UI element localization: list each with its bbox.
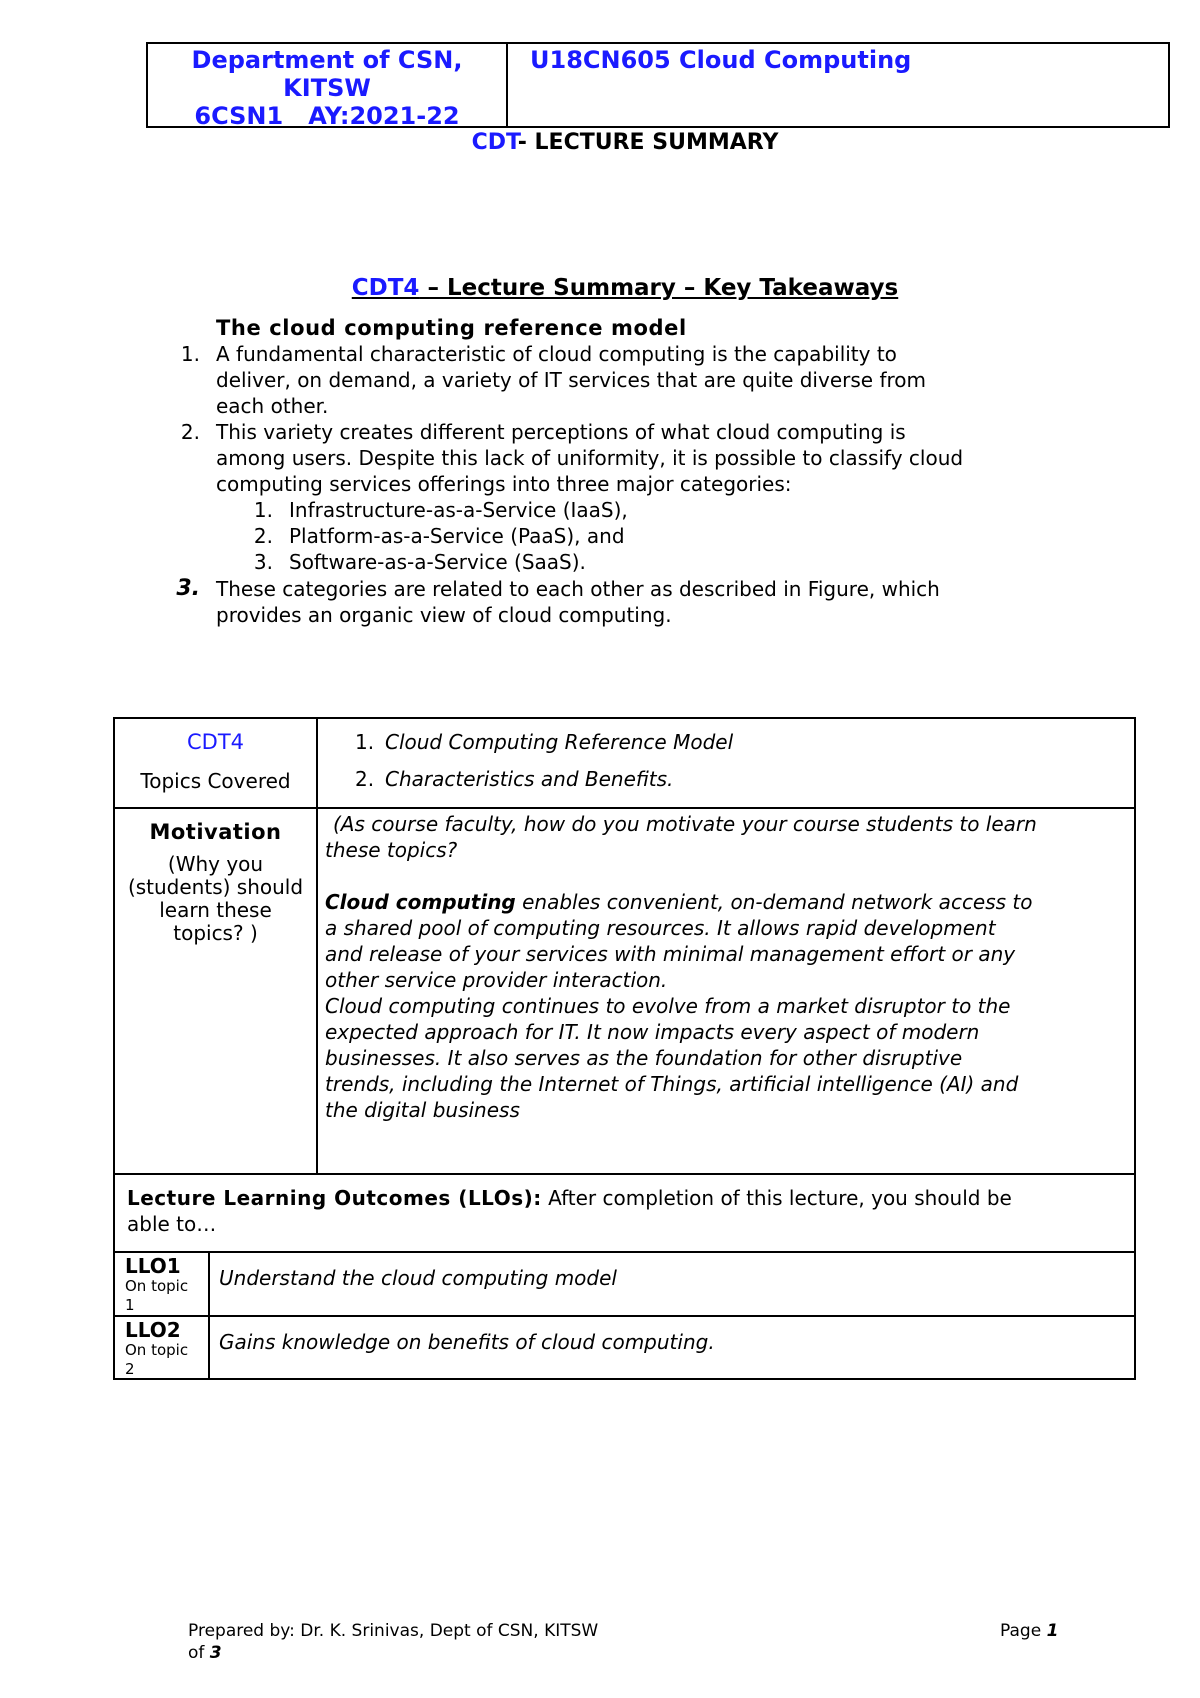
motivation-body-line: a shared pool of computing resources. It allows rapid development	[325, 916, 996, 940]
table-divider	[208, 1251, 210, 1380]
motivation-body-line: Cloud computing continues to evolve from a market disruptor to the	[325, 994, 1011, 1018]
document-title	[0, 130, 1200, 155]
motivation-body-text: enables convenient, on-demand network access to	[515, 890, 1033, 914]
table-divider	[115, 807, 1134, 809]
motivation-body-line	[325, 889, 1037, 915]
dept-line-1: Department of CSN,	[191, 46, 463, 74]
motivation-subtext	[115, 853, 316, 945]
course-cell	[508, 44, 1168, 126]
category-text: Software-as-a-Service (SaaS).	[289, 550, 586, 574]
prepared-by-label: Prepared by:	[188, 1621, 295, 1641]
list-text-line: These categories are related to each other as described in Figure, which	[216, 577, 940, 601]
list-text-line: provides an organic view of cloud computing.	[216, 603, 672, 627]
of-label: of	[188, 1643, 210, 1663]
motivation-label-cell	[115, 819, 316, 945]
table-divider	[115, 1315, 1134, 1317]
list-text-line: A fundamental characteristic of cloud computing is the capability to	[216, 342, 897, 366]
motivation-sub-line: (Why you	[167, 852, 264, 876]
department-cell	[148, 44, 508, 130]
list-number: 3.	[176, 576, 200, 601]
llo-topic-label: On topic	[125, 1277, 189, 1295]
list-number: 2.	[180, 420, 200, 444]
llo-text: Understand the cloud computing model	[219, 1266, 617, 1290]
page-footer	[188, 1620, 1068, 1664]
topic-text: Cloud Computing Reference Model	[385, 730, 734, 754]
summary-title-rest: – Lecture Summary – Key Takeaways	[419, 275, 899, 301]
table-divider	[115, 1173, 1134, 1175]
llo-topic-number: 2	[125, 1360, 135, 1378]
page-label: Page	[1000, 1621, 1047, 1641]
motivation-prompt-line: these topics?	[325, 838, 458, 862]
llo-topic-label: On topic	[125, 1341, 189, 1359]
motivation-sub-line: topics? )	[173, 921, 258, 945]
topic-item	[355, 729, 733, 755]
motivation-body-line: trends, including the Internet of Things, artificial intelligence (AI) and	[325, 1072, 1019, 1096]
list-number: 1.	[180, 342, 200, 366]
table-divider	[115, 1251, 1134, 1253]
motivation-body-line: businesses. It also serves as the foundation for other disruptive	[325, 1046, 963, 1070]
topics-covered-label: Topics Covered	[140, 769, 291, 793]
category-text: Platform-as-a-Service (PaaS), and	[289, 524, 625, 548]
list-text-line: computing services offerings into three major categories:	[216, 472, 792, 496]
page-total: 3	[209, 1643, 222, 1663]
cdt-code-cell	[115, 729, 316, 794]
topic-number: 2.	[355, 767, 375, 791]
llo-id: LLO1	[125, 1254, 181, 1278]
dept-line-3: 6CSN1 AY:2021-22	[194, 102, 460, 130]
topic-number: 1.	[355, 730, 375, 754]
motivation-prompt-line: (As course faculty, how do you motivate your course students to learn	[333, 812, 1037, 836]
motivation-text-cell	[325, 811, 1037, 1123]
section-heading: The cloud computing reference model	[216, 316, 687, 340]
document-title-rest: - LECTURE SUMMARY	[517, 130, 779, 155]
document-title-code: CDT	[471, 130, 518, 155]
llo-id-cell	[125, 1319, 188, 1379]
motivation-body-line: and release of your services with minimal management effort or any	[325, 942, 1016, 966]
llo-heading-text: After completion of this lecture, you should be	[541, 1186, 1012, 1210]
lecture-table	[113, 717, 1136, 1380]
page-number	[1000, 1620, 1058, 1642]
motivation-body-line: the digital business	[325, 1098, 520, 1122]
prepared-by-name: Dr. K. Srinivas, Dept of CSN, KITSW	[294, 1621, 599, 1641]
llo-id: LLO2	[125, 1318, 181, 1342]
llo-heading	[127, 1185, 1012, 1237]
category-number: 1.	[253, 498, 273, 522]
list-text-line: each other.	[216, 394, 329, 418]
page-total-line	[188, 1642, 1068, 1664]
topics-list	[355, 729, 733, 792]
summary-title	[0, 275, 1200, 301]
motivation-body-line: expected approach for IT. It now impacts every aspect of modern	[325, 1020, 980, 1044]
category-number: 3.	[253, 550, 273, 574]
cdt-code: CDT4	[186, 730, 245, 754]
motivation-sub-line: (students) should	[127, 875, 304, 899]
llo-topic-number: 1	[125, 1296, 135, 1314]
motivation-sub-line: learn these	[159, 898, 272, 922]
table-divider	[316, 719, 318, 1173]
llo-id-cell	[125, 1255, 188, 1315]
summary-title-code: CDT4	[351, 275, 420, 301]
motivation-body-line: other service provider interaction.	[325, 968, 668, 992]
category-number: 2.	[253, 524, 273, 548]
course-title: U18CN605 Cloud Computing	[530, 46, 912, 74]
list-text-line: among users. Despite this lack of uniformity, it is possible to classify cloud	[216, 446, 964, 470]
dept-line-2: KITSW	[283, 74, 371, 102]
motivation-bold-term: Cloud computing	[325, 890, 516, 914]
page-current: 1	[1046, 1621, 1059, 1641]
topic-text: Characteristics and Benefits.	[385, 767, 674, 791]
llo-heading-text-2: able to…	[127, 1212, 217, 1236]
llo-heading-bold: Lecture Learning Outcomes (LLOs):	[127, 1186, 542, 1210]
motivation-label: Motivation	[149, 820, 282, 844]
topic-item	[355, 766, 733, 792]
list-text-line: deliver, on demand, a variety of IT services that are quite diverse from	[216, 368, 926, 392]
list-text-line: This variety creates different perceptions of what cloud computing is	[216, 420, 906, 444]
header-box	[146, 42, 1170, 128]
category-text: Infrastructure-as-a-Service (IaaS),	[289, 498, 628, 522]
llo-text: Gains knowledge on benefits of cloud computing.	[219, 1330, 715, 1354]
